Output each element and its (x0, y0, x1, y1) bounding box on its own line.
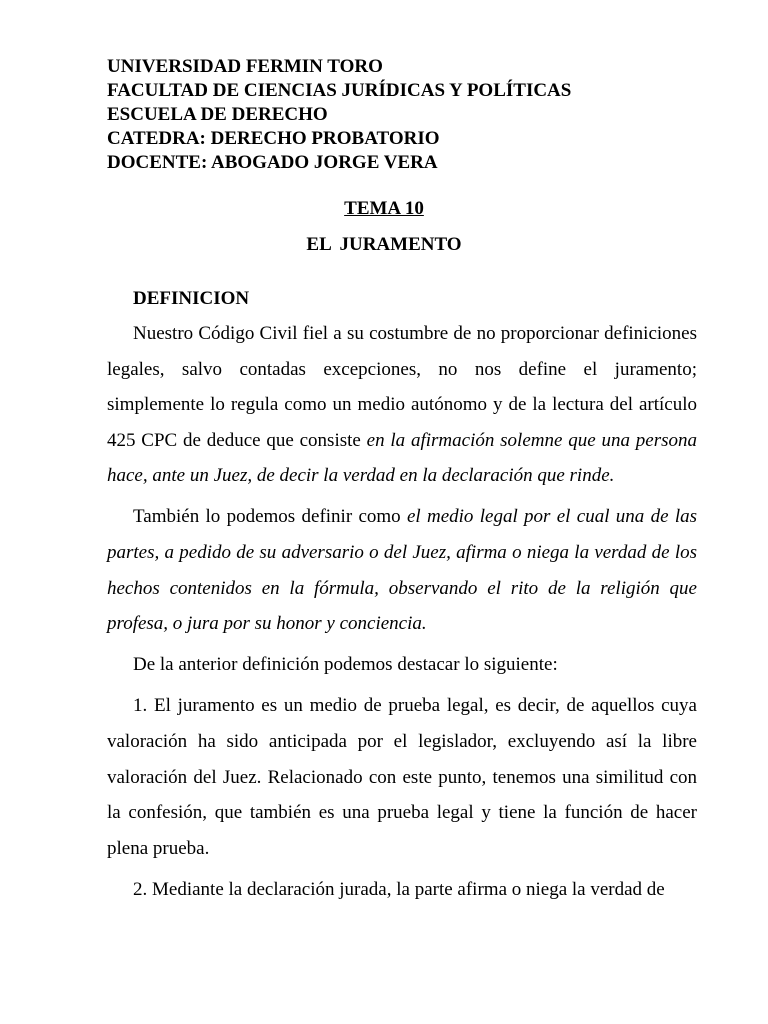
topic-number-text: TEMA 10 (344, 198, 424, 219)
paragraph-italic-text: en la afirmación solemne que una persona hace, ante un Juez, de decir la verdad en la declaración que rinde. (107, 429, 697, 487)
topic-number (0, 198, 768, 220)
paragraph-text: También lo podemos definir como (133, 506, 407, 528)
header-faculty: FACULTAD DE CIENCIAS JURÍDICAS Y POLÍTICAS (107, 80, 572, 101)
paragraph-definition-1 (107, 316, 697, 494)
paragraph-intro-list: De la anterior definición podemos destacar lo siguiente: (133, 654, 558, 676)
header-course: CATEDRA: DERECHO PROBATORIO (107, 128, 440, 149)
document-body (107, 316, 697, 913)
section-heading: DEFINICION (133, 288, 250, 309)
header-school: ESCUELA DE DERECHO (107, 104, 328, 125)
document-title: EL JURAMENTO (306, 234, 462, 255)
header-university: UNIVERSIDAD FERMIN TORO (107, 56, 383, 77)
paragraph-italic-text: el medio legal por el cual una de las partes, a pedido de su adversario o del Juez, afirma o niega la verdad de los hechos contenidos en la fórmula, observando el rito de la religión que profesa, o jura por su honor y conciencia. (107, 506, 697, 635)
paragraph-text: Nuestro Código Civil fiel a su costumbre de no proporcionar definiciones legales, salvo contadas excepciones, no nos define el juramento; simplemente lo regula como un medio autónomo y de la lectura del artículo 425 CPC de deduce que consiste (107, 323, 697, 451)
paragraph-definition-2 (107, 499, 697, 641)
document-header (107, 55, 571, 175)
header-teacher: DOCENTE: ABOGADO JORGE VERA (107, 152, 438, 173)
paragraph-point-1: 1. El juramento es un medio de prueba legal, es decir, de aquellos cuya valoración ha sido anticipada por el legislador, excluyendo así la libre valoración del Juez. Relacionado con este punto, tenemos una similitud con la confesión, que también es una prueba legal y tiene la función de hacer plena prueba. (107, 695, 697, 859)
paragraph-point-2: 2. Mediante la declaración jurada, la parte afirma o niega la verdad de (133, 878, 665, 900)
